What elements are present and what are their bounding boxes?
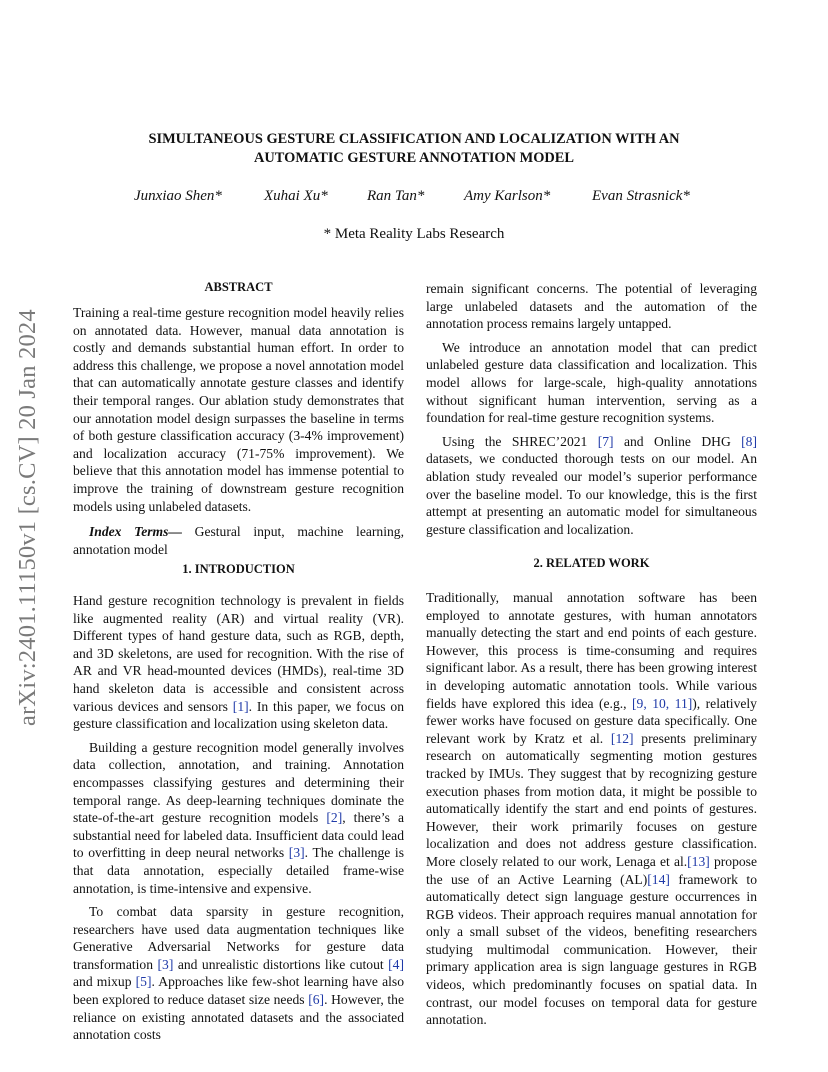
related-work-column bbox=[426, 589, 757, 1029]
intro-paragraph-3 bbox=[73, 903, 404, 1044]
author: Xuhai Xu* bbox=[264, 188, 328, 204]
abstract-text: Training a real-time gesture recognition model heavily relies on annotated data. However, manual data annotation is costly and demands substantial human effort. In order to address this challenge, we propose a novel annotation model that can automatically annotate gesture classes and identify their temporal ranges. Our ablation study demonstrates that our annotation model design surpasses the baseline in terms of both gesture classification accuracy (3-4% improvement) and localization accuracy (71-75% improvement). We believe that this annotation model has immense potential to improve the training of downstream gesture recognition models using unlabeled datasets. bbox=[73, 305, 404, 514]
author: Junxiao Shen* bbox=[134, 188, 222, 204]
citation-link[interactable]: [3] bbox=[288, 845, 305, 861]
text: datasets, we conducted thorough tests on our model. An ablation study revealed our model’s superior performance over the baseline model. To our knowledge, this is the first attempt at presenting an automatic model for simultaneous gesture classification and localization. bbox=[426, 451, 757, 537]
citation-link[interactable]: [9, 10, 11] bbox=[632, 695, 693, 711]
citation-link[interactable]: [1] bbox=[232, 698, 249, 714]
related-work-heading: 2. RELATED WORK bbox=[533, 556, 650, 570]
index-terms-label: Index Terms— bbox=[89, 524, 182, 540]
title-line-1: SIMULTANEOUS GESTURE CLASSIFICATION AND LOCALIZATION WITH AN bbox=[148, 131, 680, 147]
introduction-heading: 1. INTRODUCTION bbox=[182, 562, 295, 576]
intro-paragraph-1 bbox=[73, 592, 404, 733]
text: propose the use of an Active Learning (AL) bbox=[426, 853, 757, 887]
intro-continued-paragraph: remain significant concerns. The potential of leveraging large unlabeled datasets and the automation of the annotation process remains largely untapped. bbox=[426, 281, 757, 332]
text: and Online DHG bbox=[613, 433, 742, 449]
text: presents preliminary research on automatically segmenting motion gestures tracked by IMUs. They suggest that by recognizing gesture execution phases from motion data, it might be possible to automatically identify the start and end points of gestures. However, their work primarily focuses on gesture localization and does not address gesture classification. More closely related to our work, Lenaga et al. bbox=[426, 730, 758, 869]
text: , there’s a substantial need for labeled data. Insufficient data could lead to overfitting in deep neural networks bbox=[73, 810, 404, 861]
author-list bbox=[0, 188, 828, 208]
citation-link[interactable]: [6] bbox=[308, 992, 325, 1008]
text: and unrealistic distortions like cutout bbox=[173, 956, 389, 972]
citation-link[interactable]: [8] bbox=[741, 433, 758, 449]
title-line-2: AUTOMATIC GESTURE ANNOTATION MODEL bbox=[254, 150, 574, 166]
citation-link[interactable]: [7] bbox=[597, 433, 614, 449]
introduction-continued-column bbox=[426, 280, 757, 538]
text: Traditionally, manual annotation software has been employed to annotate gestures, with human annotators manually detecting the start and end points of each gesture. However, this process is time-consuming and requires significant labor. As a result, there has been growing interest in developing automatic annotation tools. While various fields have explored this idea (e.g., bbox=[426, 590, 757, 711]
text: framework to automatically detect sign language gesture occurrences in RGB videos. Their approach requires manual annotation for only a small subset of the videos, benefiting researchers studying multimodal communication. However, their primary application area is sign language gestures in RGB videos, which predominantly focuses on spatial data. In contrast, our model focuses on temporal data for gesture annotation. bbox=[426, 871, 757, 1028]
text: Using the SHREC’2021 bbox=[442, 433, 598, 449]
introduction-column bbox=[73, 592, 404, 1044]
abstract-heading: ABSTRACT bbox=[204, 280, 273, 294]
author: Amy Karlson* bbox=[464, 188, 551, 204]
intro-datasets-paragraph bbox=[426, 433, 757, 539]
citation-link[interactable]: [4] bbox=[388, 956, 404, 972]
arxiv-identifier: arXiv:2401.11150v1 [cs.CV] 20 Jan 2024 bbox=[14, 309, 41, 726]
abstract-column bbox=[73, 304, 404, 558]
citation-link[interactable]: [2] bbox=[326, 810, 343, 826]
intro-model-paragraph: We introduce an annotation model that can predict unlabeled gesture data classification and localization. This model allows for large-scale, high-quality annotations without significant human intervention, serving as a foundation for real-time gesture recognition systems. bbox=[426, 339, 757, 426]
affiliation: * Meta Reality Labs Research bbox=[323, 226, 505, 242]
text: . The challenge is that data annotation, especially detailed frame-wise annotation, is time-intensive and expensive. bbox=[73, 845, 404, 896]
citation-link[interactable]: [14] bbox=[647, 871, 670, 887]
text: and mixup bbox=[73, 974, 136, 990]
text: . Approaches like few-shot learning have also been explored to reduce dataset size needs bbox=[73, 974, 404, 1008]
index-terms bbox=[73, 523, 404, 558]
text: To combat data sparsity in gesture recognition, researchers have used data augmentation techniques like Generative Adversarial Networks for gesture data transformation bbox=[73, 904, 404, 972]
text: . In this paper, we focus on gesture classification and localization using skeleton data. bbox=[73, 698, 404, 732]
text: Hand gesture recognition technology is prevalent in fields like augmented reality (AR) and virtual reality (VR). Different types of hand gesture data, such as RGB, depth, and 3D skeletons, are used for recognition. With the rise of AR and VR head-mounted devices (HMDs), real-time 3D hand skeleton data is accessible and consistent across various devices and sensors bbox=[73, 593, 404, 714]
related-work-paragraph bbox=[426, 589, 757, 1029]
text: Building a gesture recognition model generally involves data collection, annotation, and training. Annotation encompasses classifying gestures and determining their temporal range. As deep-learning techniques dominate the state-of-the-art gesture recognition models bbox=[73, 739, 404, 826]
paper-title bbox=[60, 130, 768, 168]
citation-link[interactable]: [12] bbox=[610, 730, 634, 746]
author: Ran Tan* bbox=[367, 188, 425, 204]
index-terms-text: Gestural input, machine learning, annotation model bbox=[73, 524, 404, 557]
citation-link[interactable]: [13] bbox=[687, 853, 710, 869]
citation-link[interactable]: [3] bbox=[157, 956, 174, 972]
author: Evan Strasnick* bbox=[592, 188, 690, 204]
citation-link[interactable]: [5] bbox=[135, 974, 152, 990]
text: . However, the reliance on existing annotated datasets and the associated annotation costs bbox=[73, 992, 404, 1043]
intro-paragraph-2 bbox=[73, 739, 404, 897]
text: ), relatively fewer works have focused on gesture data specifically. One relevant work by Kratz et al. bbox=[426, 695, 757, 746]
